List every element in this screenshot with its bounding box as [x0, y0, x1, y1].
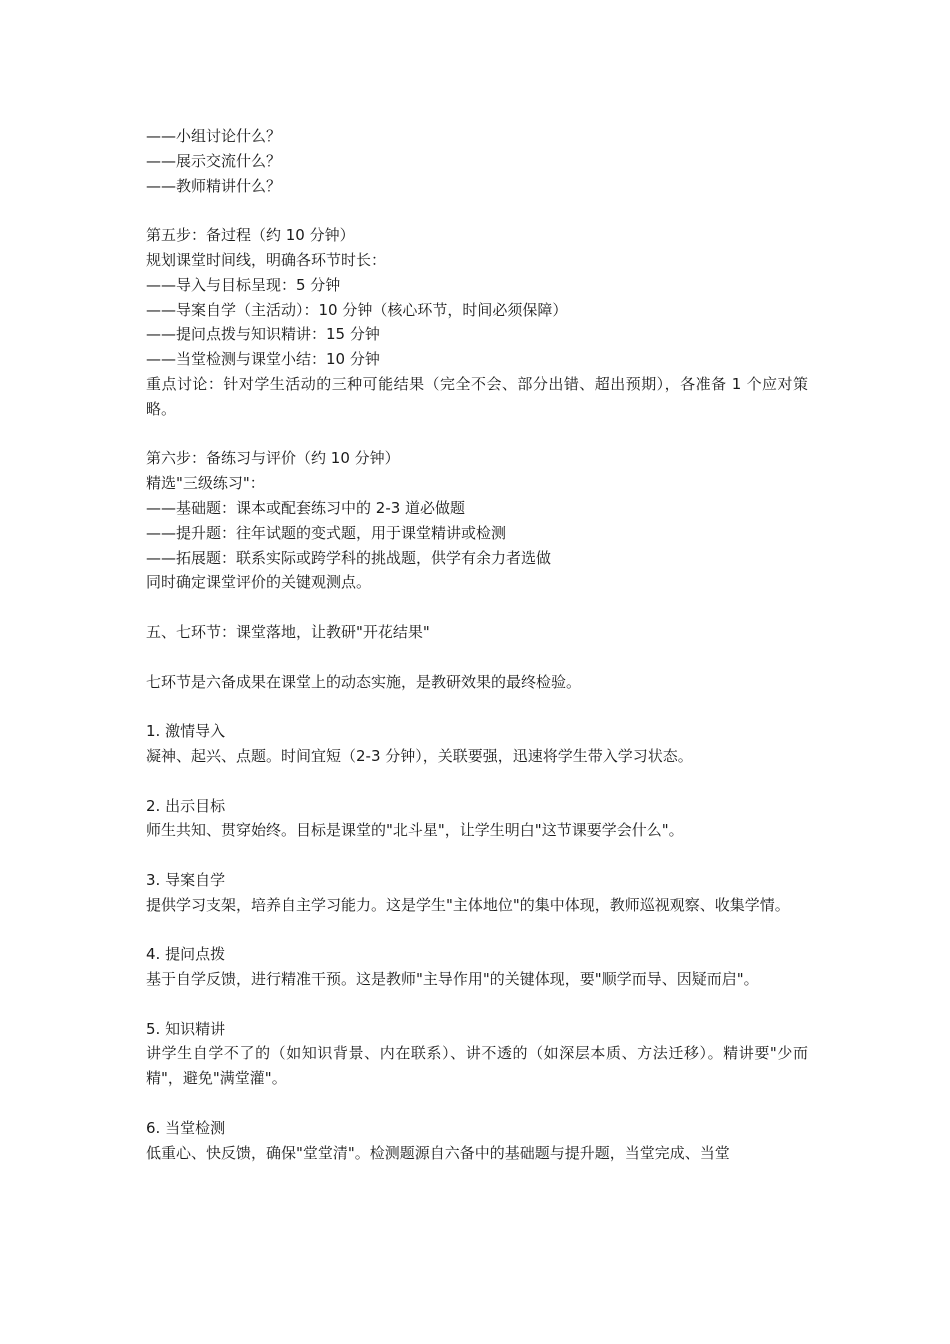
text-line: ——小组讨论什么？	[146, 127, 282, 145]
text-line: ——基础题：课本或配套练习中的 2-3 道必做题	[146, 498, 466, 517]
text-line: 凝神、起兴、点题。时间宜短（2-3 分钟），关联要强，迅速将学生带入学习状态。	[146, 746, 693, 765]
text-line: ——提问点拨与知识精讲：15 分钟	[146, 325, 380, 344]
paragraph-spacer	[146, 992, 808, 1017]
text-line: 1. 激情导入	[146, 722, 226, 741]
text-line: ——导入与目标呈现：5 分钟	[146, 275, 341, 294]
paragraph-spacer	[146, 769, 808, 794]
text-line: 提供学习支架，培养自主学习能力。这是学生"主体地位"的集中体现，教师巡视观察、收集学情。	[146, 895, 790, 914]
document-body	[146, 124, 808, 1165]
text-line: ——导案自学（主活动）：10 分钟（核心环节，时间必须保障）	[146, 300, 568, 319]
text-line: 基于自学反馈，进行精准干预。这是教师"主导作用"的关键体现，要"顺学而导、因疑而启"。	[146, 970, 759, 989]
text-line: ——拓展题：联系实际或跨学科的挑战题，供学有余力者选做	[146, 548, 552, 567]
text-line: 4. 提问点拨	[146, 945, 226, 964]
text-line: 七环节是六备成果在课堂上的动态实施，是教研效果的最终检验。	[146, 672, 582, 691]
text-line: 5. 知识精讲	[146, 1019, 226, 1038]
text-line: 重点讨论：针对学生活动的三种可能结果（完全不会、部分出错、超出预期），各准备 1 个应对策略。	[146, 374, 808, 418]
text-line: ——教师精讲什么？	[146, 176, 282, 195]
paragraph-spacer	[146, 843, 808, 868]
paragraph-spacer	[146, 422, 808, 447]
text-line: 第六步：备练习与评价（约 10 分钟）	[146, 449, 400, 468]
paragraph-spacer	[146, 918, 808, 943]
text-line: 2. 出示目标	[146, 796, 226, 815]
text-line: 同时确定课堂评价的关键观测点。	[146, 573, 372, 592]
text-line: 讲学生自学不了的（如知识背景、内在联系）、讲不透的（如深层本质、方法迁移）。精讲要"少而精"，避免"满堂灌"。	[146, 1044, 808, 1088]
paragraph-spacer	[146, 595, 808, 620]
text-line: ——展示交流什么？	[146, 151, 282, 170]
text-line: 师生共知、贯穿始终。目标是课堂的"北斗星"，让学生明白"这节课要学会什么"。	[146, 821, 684, 840]
text-line: 精选"三级练习"：	[146, 474, 265, 493]
paragraph-spacer	[146, 1091, 808, 1116]
text-line: 规划课堂时间线，明确各环节时长：	[146, 250, 387, 269]
text-line: ——提升题：往年试题的变式题，用于课堂精讲或检测	[146, 523, 507, 542]
text-line: 3. 导案自学	[146, 870, 226, 889]
text-line: ——当堂检测与课堂小结：10 分钟	[146, 350, 380, 369]
text-line: 第五步：备过程（约 10 分钟）	[146, 226, 355, 245]
text-line: 低重心、快反馈，确保"堂堂清"。检测题源自六备中的基础题与提升题，当堂完成、当堂	[146, 1143, 730, 1162]
paragraph-spacer	[146, 694, 808, 719]
text-line: 6. 当堂检测	[146, 1118, 226, 1137]
paragraph-spacer	[146, 198, 808, 223]
paragraph-spacer	[146, 645, 808, 670]
text-line: 五、七环节：课堂落地，让教研"开花结果"	[146, 622, 430, 641]
